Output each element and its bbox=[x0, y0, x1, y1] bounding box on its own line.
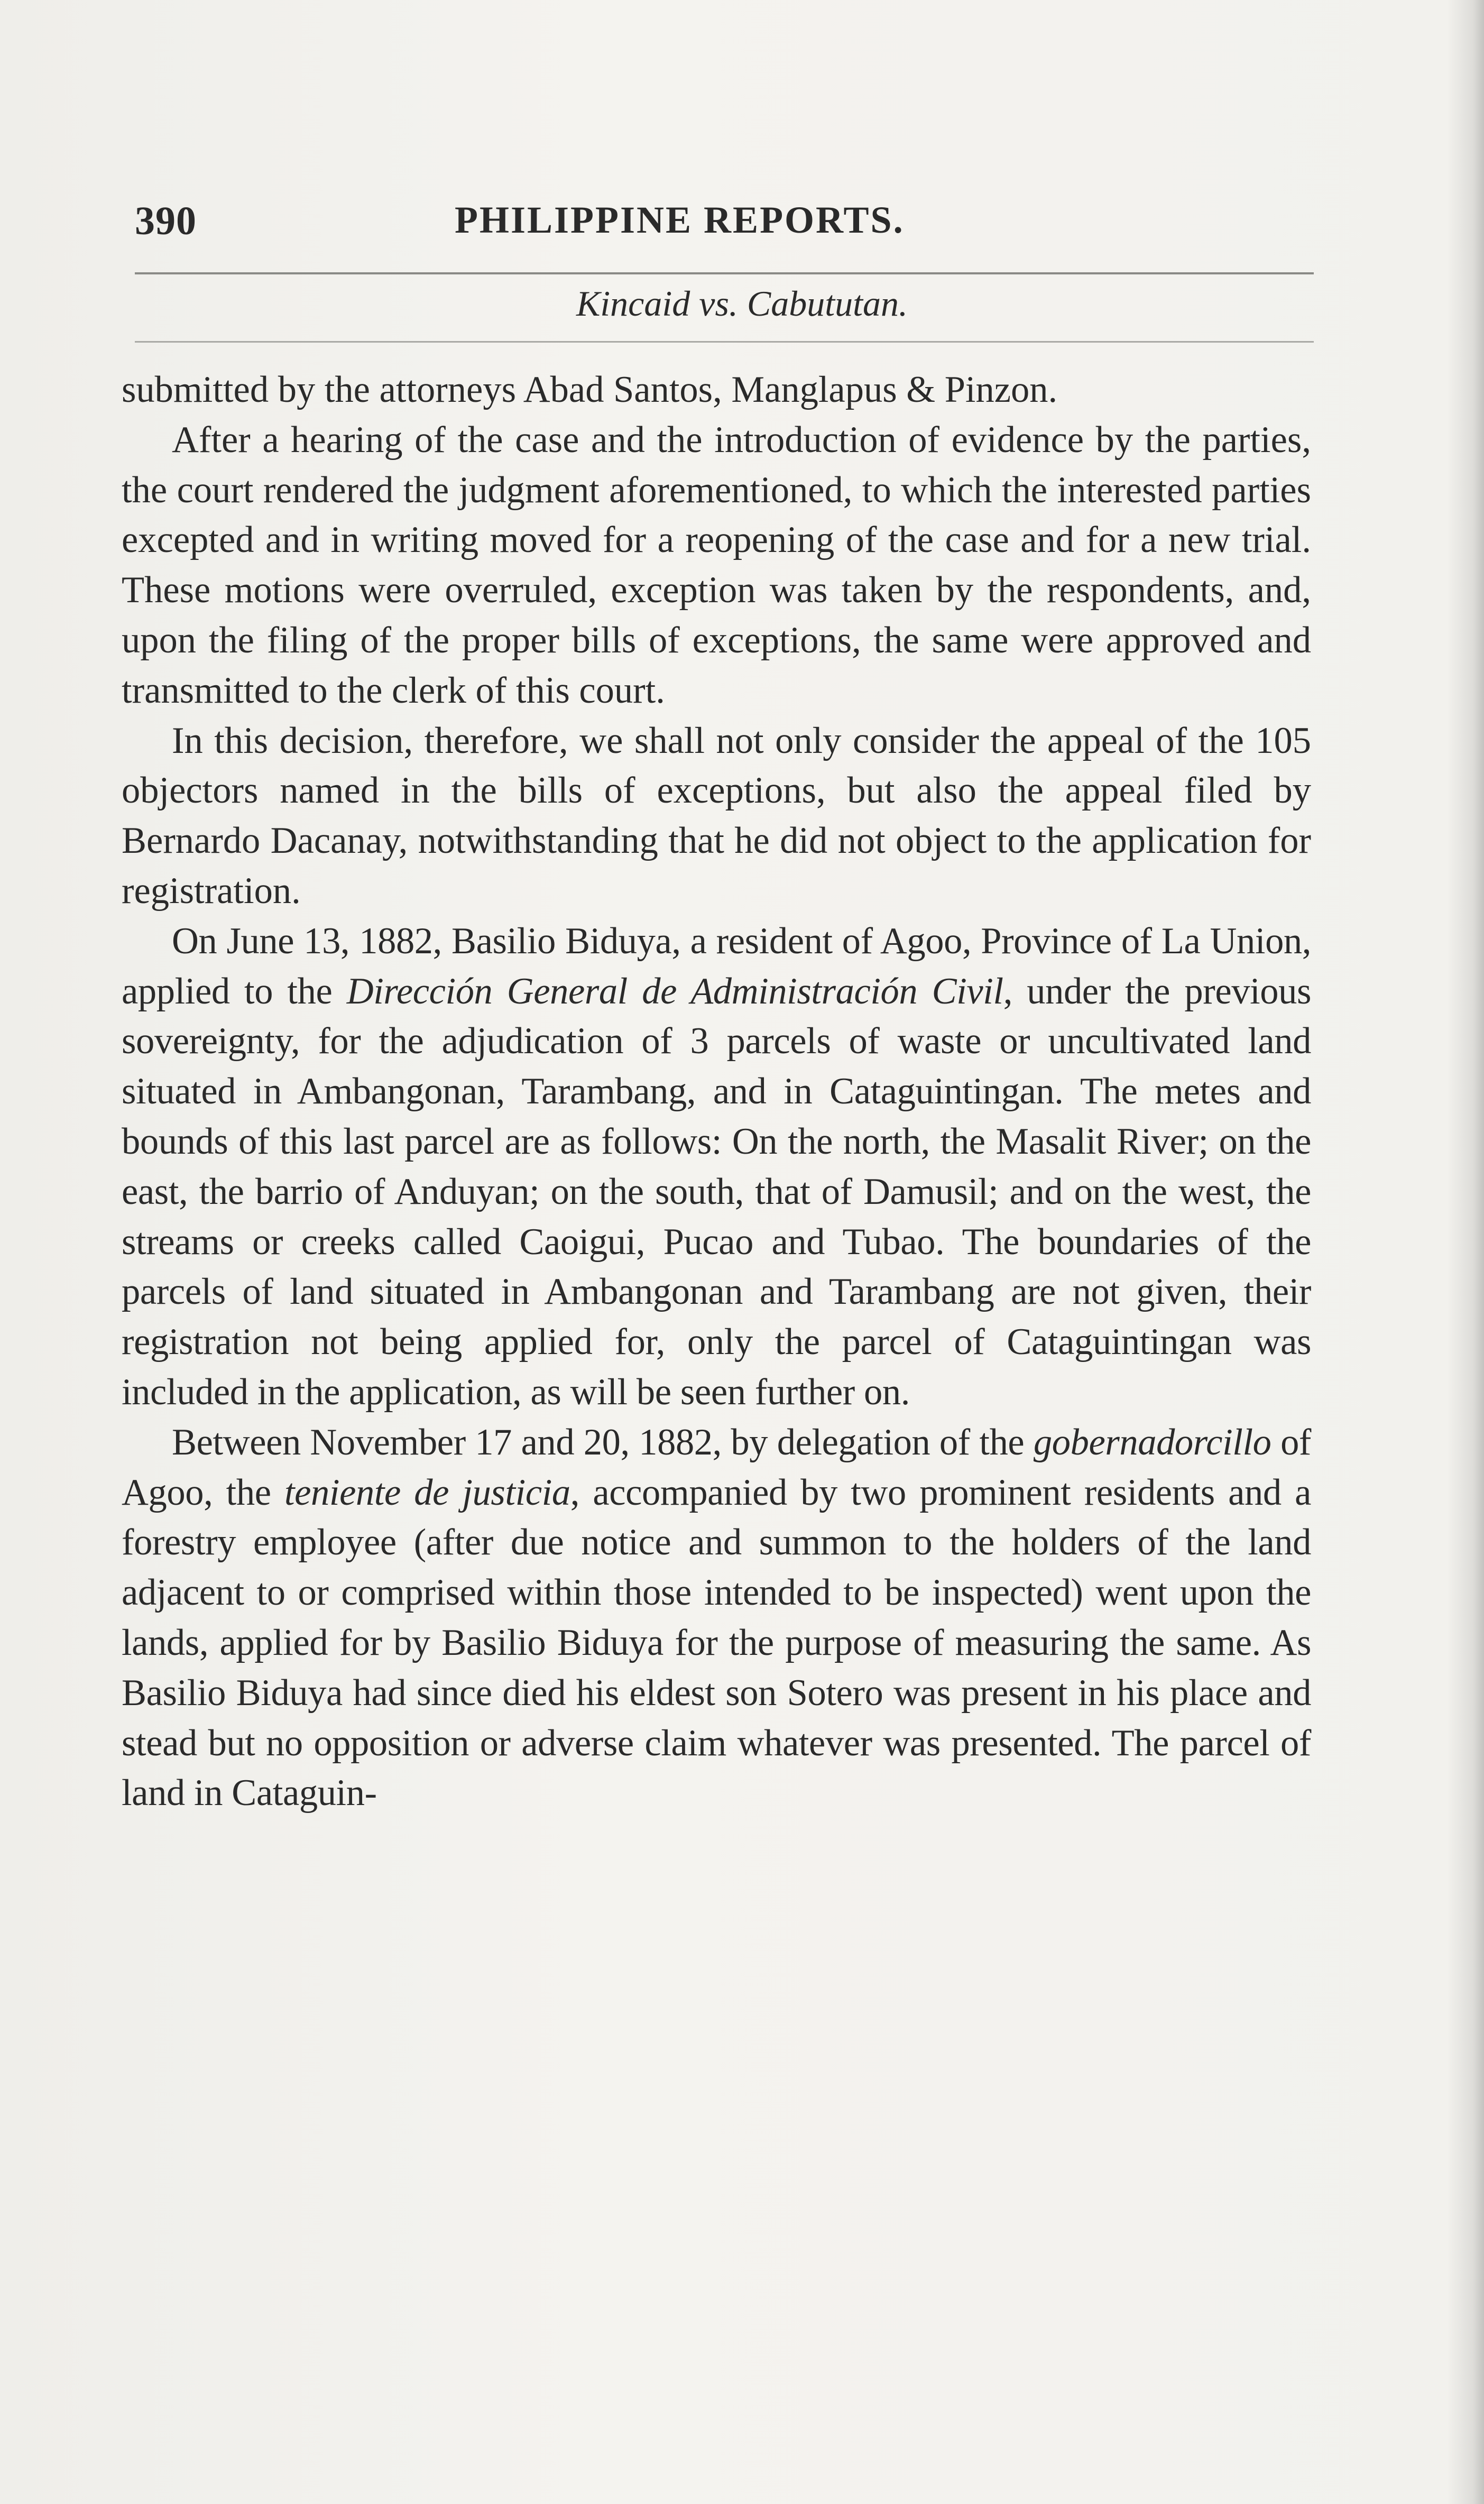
italic-spanish-term: teniente de justicia bbox=[284, 1471, 570, 1513]
paragraph-4: On June 13, 1882, Basilio Biduya, a resident of Agoo, Province of La Union, applied to the Dirección General de Administración Civil, under the previous sovereignty, for the adjudication of 3 parcels of waste or uncultivated land situated in Ambangonan, Tarambang, and in Cataguintingan. The metes and bounds of this last parcel are as follows: On the north, the Masalit River; on the east, the barrio of Anduyan; on the south, that of Damusil; and on the west, the streams or creeks called Caoigui, Pucao and Tubao. The boundaries of the parcels of land situated in Ambangonan and Tarambang are not given, their registration not being applied for, only the parcel of Cataguintingan was included in the application, as will be seen further on. bbox=[122, 920, 1311, 1413]
page-edge-shadow bbox=[1447, 0, 1484, 2504]
italic-spanish-term: Dirección General de Administración Civil bbox=[346, 970, 1003, 1012]
italic-spanish-term: gobernadorcillo bbox=[1033, 1421, 1271, 1463]
header-rule bbox=[135, 272, 1314, 274]
paragraph-3: In this decision, therefore, we shall not only consider the appeal of the 105 objectors named in the bills of exceptions, but also the appeal filed by Bernardo Dacanay, notwithstanding that he did not object to the application for registration. bbox=[122, 720, 1311, 912]
case-title-rule bbox=[135, 341, 1314, 343]
paragraph-5: Between November 17 and 20, 1882, by delegation of the gobernadorcillo of Agoo, the teniente de justicia, accompanied by two prominent residents and a forestry employee (after due notice and summon to the holders of the land adjacent to or comprised within those intended to be inspected) went upon the lands, applied for by Basilio Biduya for the purpose of measuring the same. As Basilio Biduya had since died his eldest son Sotero was present in his place and stead but no opposition or adverse claim whatever was presented. The parcel of land in Cataguin- bbox=[122, 1421, 1311, 1814]
body-text bbox=[122, 365, 1311, 1818]
paragraph-1: submitted by the attorneys Abad Santos, Manglapus & Pinzon. bbox=[122, 369, 1058, 410]
paragraph-2: After a hearing of the case and the introduction of evidence by the parties, the court rendered the judgment aforementioned, to which the interested parties excepted and in writing moved for a reopening of the case and for a new trial. These motions were overruled, exception was taken by the respondents, and, upon the filing of the proper bills of exceptions, the same were approved and transmitted to the clerk of this court. bbox=[122, 419, 1311, 711]
case-title: Kincaid vs. Cabututan. bbox=[576, 283, 908, 324]
page-number: 390 bbox=[135, 199, 197, 243]
running-header bbox=[135, 198, 1314, 262]
running-title: PHILIPPINE REPORTS. bbox=[455, 199, 905, 241]
